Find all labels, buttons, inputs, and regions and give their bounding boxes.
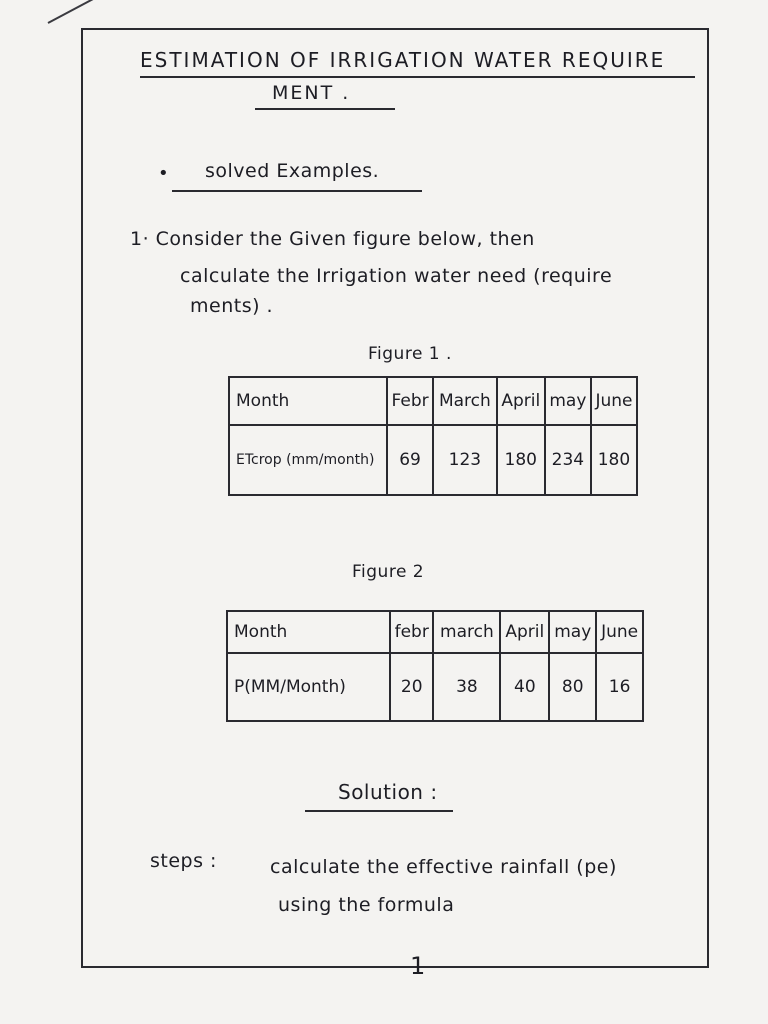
table-cell: April: [497, 377, 545, 425]
section-heading: solved Examples.: [205, 160, 380, 182]
table-cell: P(MM/Month): [227, 653, 390, 721]
table-cell: 38: [433, 653, 500, 721]
figure-1-table: [228, 376, 638, 496]
question-line-1: 1· Consider the Given figure below, then: [130, 228, 535, 250]
figure-2-caption: Figure 2: [352, 562, 425, 582]
table-cell: June: [596, 611, 643, 653]
table-row: [227, 653, 643, 721]
table-cell: may: [545, 377, 591, 425]
table-cell: Febr: [387, 377, 433, 425]
table-cell: 69: [387, 425, 433, 495]
page-border: [81, 28, 709, 968]
table-row: [229, 425, 637, 495]
table-cell: 40: [500, 653, 549, 721]
table-cell: ETcrop (mm/month): [229, 425, 387, 495]
steps-line-2: using the formula: [278, 894, 455, 916]
question-line-3: ments) .: [190, 295, 274, 317]
figure-2-table: [226, 610, 644, 722]
table-cell: Month: [229, 377, 387, 425]
table-cell: 20: [390, 653, 433, 721]
page-number: 1: [410, 952, 426, 980]
table-cell: Month: [227, 611, 390, 653]
steps-label: steps :: [150, 850, 217, 872]
table-cell: march: [433, 611, 500, 653]
title-underline-2: [255, 108, 395, 110]
title-underline: [140, 76, 695, 78]
question-line-2: calculate the Irrigation water need (require: [180, 265, 613, 287]
table-cell: 180: [497, 425, 545, 495]
table-row: [227, 611, 643, 653]
corner-pen-mark: [48, 0, 95, 24]
figure-1-caption: Figure 1 .: [368, 344, 452, 364]
page-title-line-2: MENT .: [272, 82, 351, 104]
table-cell: 123: [433, 425, 497, 495]
table-row: [229, 377, 637, 425]
table-cell: 180: [591, 425, 637, 495]
table-cell: may: [549, 611, 596, 653]
bullet-icon: •: [158, 163, 170, 184]
page-title-line-1: ESTIMATION OF IRRIGATION WATER REQUIRE: [140, 48, 666, 72]
table-cell: April: [500, 611, 549, 653]
table-cell: June: [591, 377, 637, 425]
steps-line-1: calculate the effective rainfall (pe): [270, 856, 617, 878]
section-heading-underline: [172, 190, 422, 192]
table-cell: 80: [549, 653, 596, 721]
solution-underline: [305, 810, 453, 812]
table-cell: March: [433, 377, 497, 425]
table-cell: febr: [390, 611, 433, 653]
table-cell: 16: [596, 653, 643, 721]
solution-heading: Solution :: [338, 780, 438, 804]
table-cell: 234: [545, 425, 591, 495]
